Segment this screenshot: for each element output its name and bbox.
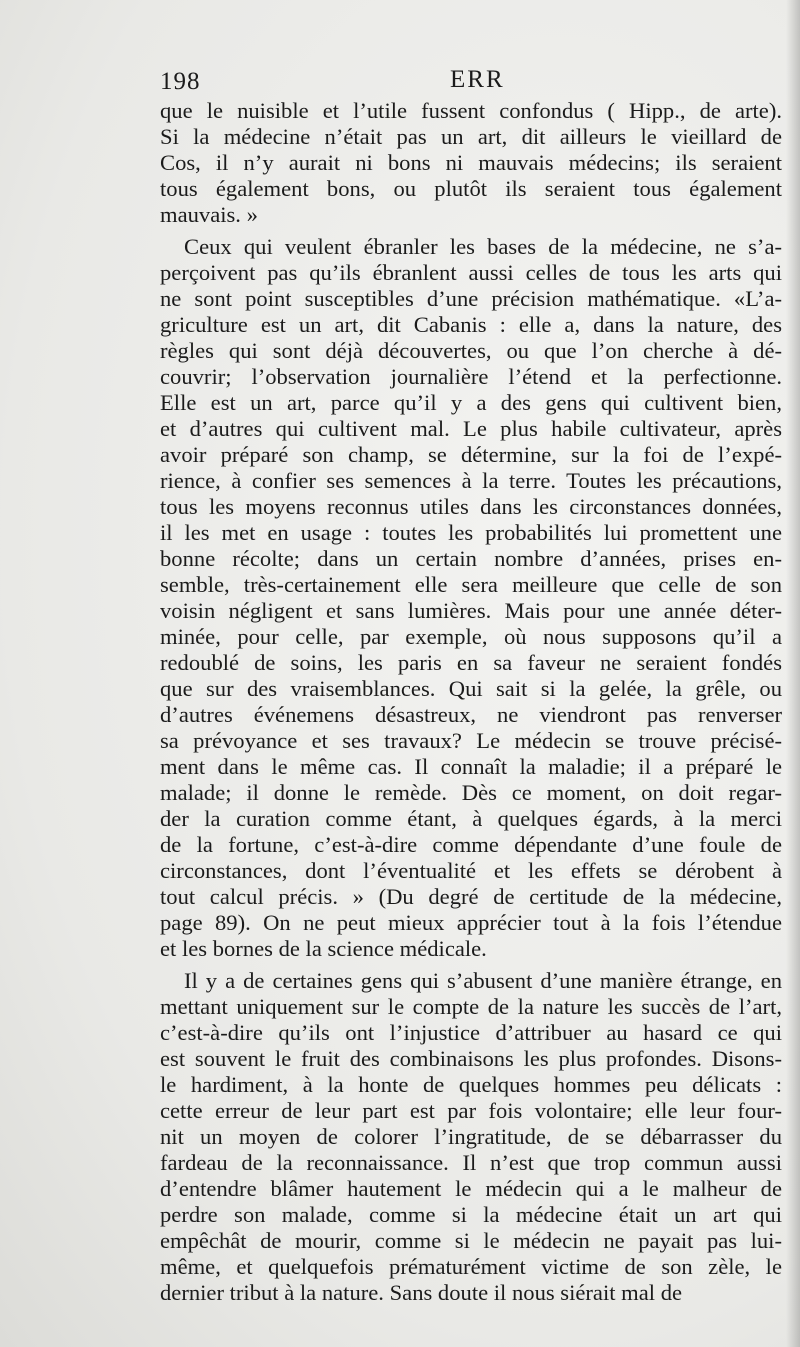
text-line: tout calcul précis. » (Du degré de certitude de la médecine, xyxy=(160,884,782,909)
text-line: mauvais. » xyxy=(160,202,258,227)
text-line: circonstances, dont l’éventualité et les effets se dérobent à xyxy=(160,858,782,883)
text-line: Il y a de certaines gens qui s’abusent d’une manière étrange, en xyxy=(184,968,782,993)
text-line: mettant uniquement sur le compte de la nature les succès de l’art, xyxy=(160,994,782,1019)
text-line: voisin négligent et sans lumières. Mais pour une année déter- xyxy=(160,598,782,623)
page-gutter-shadow xyxy=(786,0,800,1347)
text-line: perdre son malade, comme si la médecine était un art qui xyxy=(160,1202,782,1227)
text-line: de la fortune, c’est-à-dire comme dépendante d’une foule de xyxy=(160,832,782,857)
page-number: 198 xyxy=(160,68,201,95)
text-line: griculture est un art, dit Cabanis : elle a, dans la nature, des xyxy=(160,312,782,337)
text-line: tous également bons, ou plutôt ils seraient tous également xyxy=(160,176,782,201)
text-line: ment dans le même cas. Il connaît la maladie; il a préparé le xyxy=(160,754,782,779)
text-line: malade; il donne le remède. Dès ce moment, on doit regar- xyxy=(160,780,782,805)
text-line: fardeau de la reconnaissance. Il n’est que trop commun aussi xyxy=(160,1150,782,1175)
body-text xyxy=(160,98,782,1306)
paragraph xyxy=(160,968,782,1306)
running-head xyxy=(160,62,782,98)
text-line: page 89). On ne peut mieux apprécier tout à la fois l’étendue xyxy=(160,910,782,935)
text-line: Elle est un art, parce qu’il y a des gens qui cultivent bien, xyxy=(160,390,782,415)
text-line: règles qui sont déjà découvertes, ou que l’on cherche à dé- xyxy=(160,338,782,363)
text-line: avoir préparé son champ, se détermine, sur la foi de l’expé- xyxy=(160,442,782,467)
text-line: et les bornes de la science médicale. xyxy=(160,936,487,961)
running-title: ERR xyxy=(450,66,505,93)
text-line: der la curation comme étant, à quelques égards, à la merci xyxy=(160,806,782,831)
text-line: nit un moyen de colorer l’ingratitude, de se débarrasser du xyxy=(160,1124,782,1149)
text-line: et d’autres qui cultivent mal. Le plus habile cultivateur, après xyxy=(160,416,782,441)
text-line: ne sont point susceptibles d’une précision mathématique. «L’a- xyxy=(160,286,782,311)
text-line: minée, pour celle, par exemple, où nous supposons qu’il a xyxy=(160,624,782,649)
text-line: c’est-à-dire qu’ils ont l’injustice d’attribuer au hasard ce qui xyxy=(160,1020,782,1045)
text-line: Si la médecine n’était pas un art, dit ailleurs le vieillard de xyxy=(160,124,782,149)
text-line: même, et quelquefois prématurément victime de son zèle, le xyxy=(160,1254,782,1279)
text-line: Cos, il n’y aurait ni bons ni mauvais médecins; ils seraient xyxy=(160,150,782,175)
text-line: empêchât de mourir, comme si le médecin ne payait pas lui- xyxy=(160,1228,782,1253)
text-line: sa prévoyance et ses travaux? Le médecin se trouve précisé- xyxy=(160,728,782,753)
text-line: il les met en usage : toutes les probabilités lui promettent une xyxy=(160,520,782,545)
text-line: que le nuisible et l’utile fussent confondus ( Hipp., de arte). xyxy=(160,98,782,123)
text-line: d’autres événemens désastreux, ne viendront pas renverser xyxy=(160,702,782,727)
paragraph xyxy=(160,98,782,228)
book-page xyxy=(160,62,782,1306)
text-line: est souvent le fruit des combinaisons les plus profondes. Disons- xyxy=(160,1046,782,1071)
text-line: tous les moyens reconnus utiles dans les circonstances données, xyxy=(160,494,782,519)
text-line: Ceux qui veulent ébranler les bases de la médecine, ne s’a- xyxy=(184,234,782,259)
text-line: redoublé de soins, les paris en sa faveur ne seraient fondés xyxy=(160,650,782,675)
text-line: cette erreur de leur part est par fois volontaire; elle leur four- xyxy=(160,1098,782,1123)
text-line: dernier tribut à la nature. Sans doute il nous siérait mal de xyxy=(160,1280,683,1305)
text-line: perçoivent pas qu’ils ébranlent aussi celles de tous les arts qui xyxy=(160,260,782,285)
paragraph xyxy=(160,234,782,962)
text-line: couvrir; l’observation journalière l’étend et la perfectionne. xyxy=(160,364,782,389)
text-line: d’entendre blâmer hautement le médecin qui a le malheur de xyxy=(160,1176,782,1201)
text-line: que sur des vraisemblances. Qui sait si la gelée, la grêle, ou xyxy=(160,676,782,701)
text-line: rience, à confier ses semences à la terre. Toutes les précautions, xyxy=(160,468,782,493)
text-line: le hardiment, à la honte de quelques hommes peu délicats : xyxy=(160,1072,782,1097)
text-line: semble, très-certainement elle sera meilleure que celle de son xyxy=(160,572,782,597)
text-line: bonne récolte; dans un certain nombre d’années, prises en- xyxy=(160,546,782,571)
